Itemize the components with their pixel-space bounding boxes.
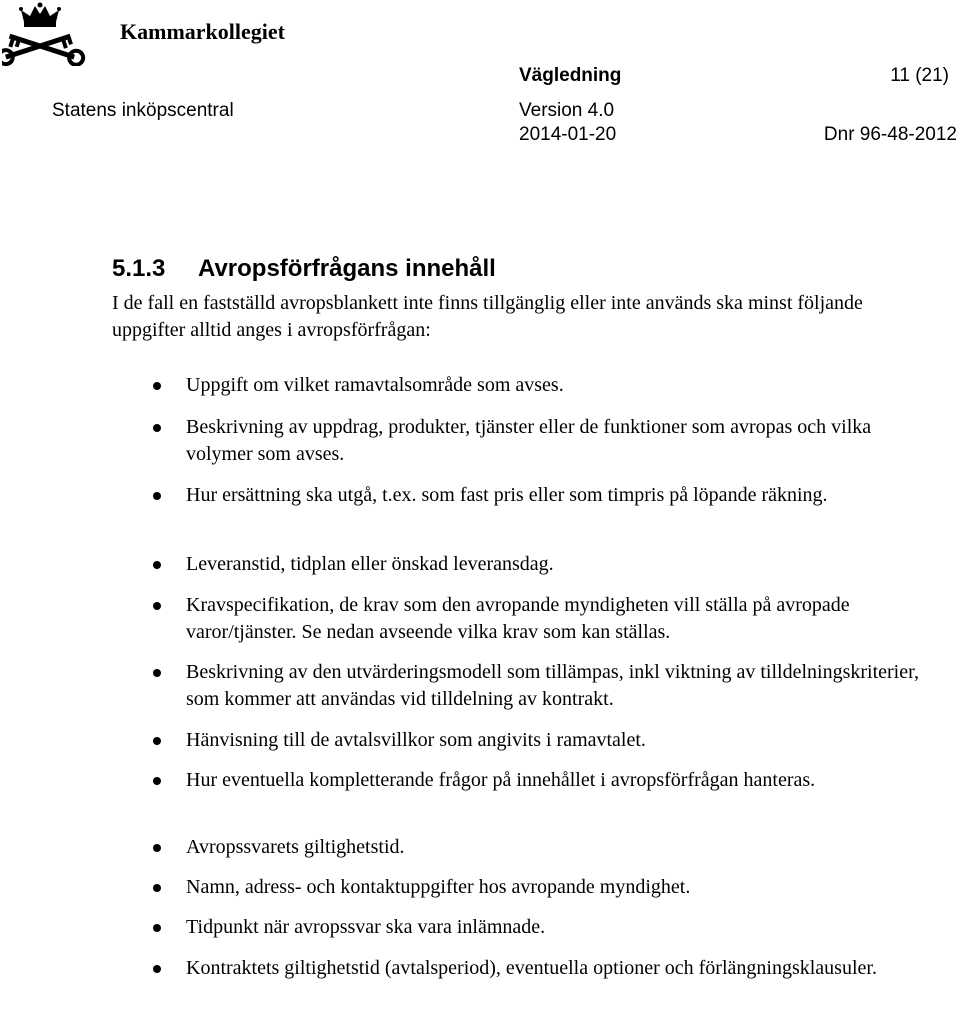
list-item [186,727,926,754]
section-number: 5.1.3 [112,255,166,282]
list-item-text: Hänvisning till de avtalsvillkor som angivits i ramavtalet. [186,729,646,751]
list-item-text: Hur eventuella kompletterande frågor på innehållet i avropsförfrågan hanteras. [186,769,816,791]
bullet-icon [153,737,161,745]
bullet-icon [153,602,161,610]
list-item [186,551,926,578]
section-title: Avropsförfrågans innehåll [198,255,496,282]
page-number: 11 (21) [890,65,949,86]
document-date: 2014-01-20 [519,124,617,145]
list-item [186,955,926,982]
unit-name: Statens inköpscentral [52,100,234,121]
bullet-icon [153,669,161,677]
list-item-text: Leveranstid, tidplan eller önskad leveransdag. [186,553,554,575]
section-heading [112,255,496,283]
list-item [186,767,926,794]
list-item [186,659,926,713]
bullet-icon [153,884,161,892]
list-item [186,874,926,901]
registration-number: Dnr 96-48-2012 [823,124,957,145]
list-item-text: Beskrivning av den utvärderingsmodell som tillämpas, inkl viktning av tilldelningskriterier, som kommer att användas vid tilldelning av kontrakt. [186,661,919,710]
list-item-text: Uppgift om vilket ramavtalsområde som avses. [186,374,564,396]
list-item-text: Hur ersättning ska utgå, t.ex. som fast pris eller som timpris på löpande räkning. [186,484,828,506]
list-item [186,914,926,941]
list-item-text: Avropssvarets giltighetstid. [186,836,405,858]
list-item [186,592,926,646]
crown-keys-logo [2,2,98,66]
list-item [186,482,926,509]
list-item [186,414,926,468]
bullet-icon [153,382,161,390]
intro-paragraph: I de fall en fastställd avropsblankett inte finns tillgänglig eller inte används ska minst följande uppgifter alltid anges i avropsförfrågan: [112,292,863,341]
list-item [186,834,926,861]
bullet-icon [153,965,161,973]
bullet-icon [153,924,161,932]
organization-name: Kammarkollegiet [120,19,285,44]
version-label: Version 4.0 [519,100,615,121]
list-item-text: Beskrivning av uppdrag, produkter, tjänster eller de funktioner som avropas och vilka volymer som avses. [186,416,872,465]
bullet-icon [153,777,161,785]
bullet-icon [153,424,161,432]
list-item-text: Tidpunkt när avropssvar ska vara inlämnade. [186,916,546,938]
list-item-text: Namn, adress- och kontaktuppgifter hos avropande myndighet. [186,876,691,898]
bullet-icon [153,492,161,500]
document-type: Vägledning [519,65,622,86]
list-item [186,372,926,399]
bullet-icon [153,844,161,852]
list-item-text: Kravspecifikation, de krav som den avropande myndigheten vill ställa på avropade varor/tjänster. Se nedan avseende vilka krav som kan ställas. [186,594,850,643]
bullet-icon [153,561,161,569]
list-item-text: Kontraktets giltighetstid (avtalsperiod), eventuella optioner och förlängningsklausuler. [186,957,877,979]
